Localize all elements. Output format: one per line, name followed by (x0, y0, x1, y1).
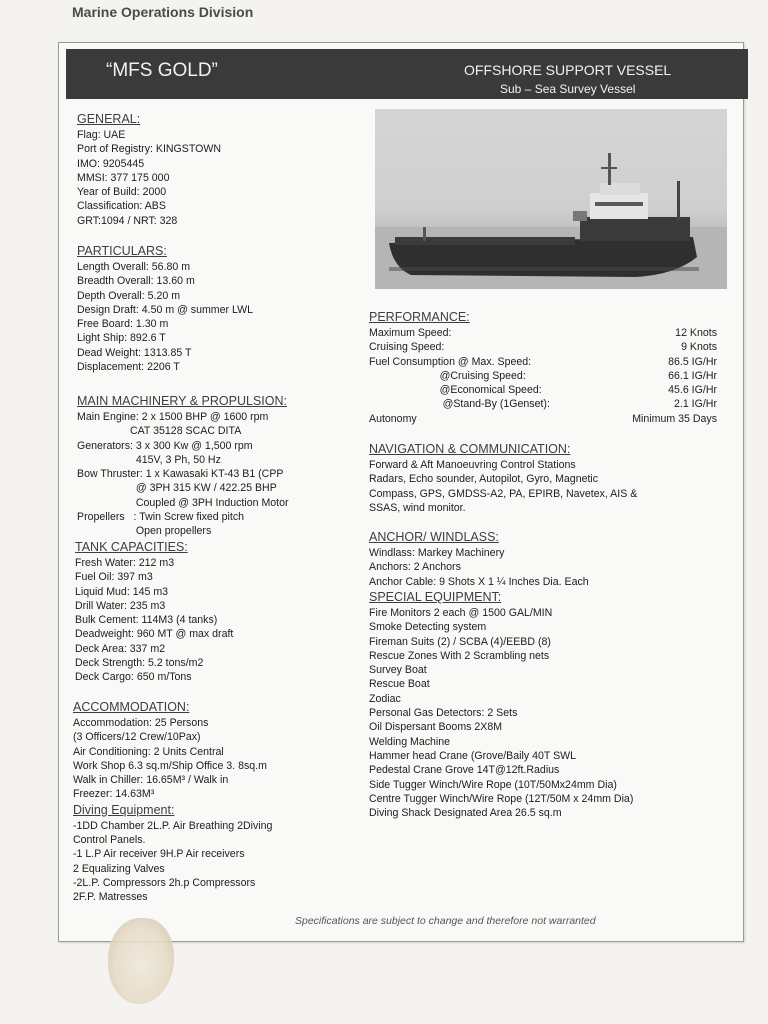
performance-row (369, 383, 717, 397)
special-line: Side Tugger Winch/Wire Rope (10T/50Mx24mm Dia) (369, 778, 617, 791)
general-line: MMSI: 377 175 000 (77, 171, 170, 184)
machinery-section (77, 393, 377, 539)
accommodation-line: Freezer: 14.63M³ (73, 788, 155, 801)
special-line: Rescue Boat (369, 678, 430, 691)
special-line: Hammer head Crane (Grove/Baily 40T SWL (369, 749, 577, 762)
special-line: Diving Shack Designated Area 26.5 sq.m (369, 807, 562, 820)
performance-row (369, 412, 717, 426)
accommodation-line: Work Shop 6.3 sq.m/Ship Office 3. 8sq.m (73, 759, 267, 772)
vessel-subtype: Sub – Sea Survey Vessel (500, 82, 636, 96)
anchor-line: Anchors: 2 Anchors (369, 561, 461, 574)
navigation-heading: NAVIGATION & COMMUNICATION: (369, 442, 571, 456)
general-heading: GENERAL: (77, 112, 141, 126)
general-line: Flag: UAE (77, 129, 126, 141)
tank-line: Deck Area: 337 m2 (75, 642, 166, 655)
performance-label: @Economical Speed: (369, 384, 542, 397)
performance-label: Maximum Speed: (369, 327, 452, 339)
accommodation-line: Air Conditioning: 2 Units Central (73, 745, 224, 758)
performance-label: @Stand-By (1Genset): (369, 398, 550, 411)
title-banner (66, 49, 748, 99)
accommodation-line: Walk in Chiller: 16.65M³ / Walk in (73, 774, 229, 787)
tank-line: Deck Cargo: 650 m/Tons (75, 671, 192, 684)
machinery-line: 415V, 3 Ph, 50 Hz (77, 453, 221, 466)
special-line: Welding Machine (369, 735, 451, 748)
paper-stain (108, 918, 174, 1004)
accommodation-line: Accommodation: 25 Persons (73, 717, 209, 729)
tank-line: Deck Strength: 5.2 tons/m2 (75, 657, 204, 670)
special-line: Fire Monitors 2 each @ 1500 GAL/MIN (369, 607, 553, 619)
particulars-line: Design Draft: 4.50 m @ summer LWL (77, 303, 253, 316)
performance-value: 9 Knots (681, 341, 717, 354)
particulars-line: Depth Overall: 5.20 m (77, 289, 181, 302)
machinery-line: Main Engine: 2 x 1500 BHP @ 1600 rpm (77, 411, 269, 423)
ship-illustration (375, 109, 727, 289)
diving-line: Control Panels. (73, 834, 146, 847)
accommodation-heading: ACCOMMODATION: (73, 700, 190, 714)
diving-line: -1DD Chamber 2L.P. Air Breathing 2Diving (73, 819, 273, 832)
diving-line: 2 Equalizing Valves (73, 862, 165, 875)
tank-line: Deadweight: 960 MT @ max draft (75, 628, 234, 641)
performance-value: 66.1 IG/Hr (668, 369, 717, 382)
particulars-line: Free Board: 1.30 m (77, 318, 169, 331)
navigation-line: Radars, Echo sounder, Autopilot, Gyro, Magnetic (369, 473, 599, 486)
tank-line: Drill Water: 235 m3 (75, 599, 166, 612)
machinery-line: Generators: 3 x 300 Kw @ 1,500 rpm (77, 439, 253, 452)
anchor-line: Anchor Cable: 9 Shots X 1 ¼ Inches Dia. Each (369, 575, 589, 588)
general-line: IMO: 9205445 (77, 157, 145, 170)
machinery-line: Bow Thruster: 1 x Kawasaki KT-43 B1 (CPP (77, 468, 284, 481)
performance-label: Fuel Consumption @ Max. Speed: (369, 355, 532, 368)
general-line: Classification: ABS (77, 200, 166, 213)
diving-line: 2F.P. Matresses (73, 891, 148, 904)
navigation-line: Forward & Aft Manoeuvring Control Stations (369, 459, 576, 471)
performance-section (369, 309, 717, 426)
performance-label: Autonomy (369, 412, 417, 425)
performance-row (369, 397, 717, 411)
machinery-line: @ 3PH 315 KW / 422.25 BHP (77, 482, 277, 495)
general-line: Year of Build: 2000 (77, 186, 167, 199)
performance-row (369, 326, 717, 340)
special-line: Pedestal Crane Grove 14T@12ft.Radius (369, 764, 560, 777)
particulars-line: Breadth Overall: 13.60 m (77, 275, 195, 288)
performance-value: Minimum 35 Days (632, 412, 717, 425)
performance-row (369, 369, 717, 383)
tank-line: Bulk Cement: 114M3 (4 tanks) (75, 614, 218, 627)
particulars-section (77, 243, 367, 374)
special-line: Rescue Zones With 2 Scrambling nets (369, 649, 550, 662)
anchor-line: Windlass: Markey Machinery (369, 547, 505, 559)
particulars-line: Length Overall: 56.80 m (77, 261, 191, 273)
diving-line: -2L.P. Compressors 2h.p Compressors (73, 876, 256, 889)
diving-line: -1 L.P Air receiver 9H.P Air receivers (73, 848, 245, 861)
vessel-type: OFFSHORE SUPPORT VESSEL (464, 62, 672, 78)
performance-value: 12 Knots (675, 327, 717, 339)
anchor-section (369, 529, 719, 589)
special-equipment-heading: SPECIAL EQUIPMENT: (369, 590, 502, 604)
performance-value: 86.5 IG/Hr (668, 355, 717, 368)
tank-capacities-heading: TANK CAPACITIES: (75, 540, 188, 554)
machinery-heading: MAIN MACHINERY & PROPULSION: (77, 394, 287, 408)
special-equipment-section (369, 589, 719, 820)
division-title: Marine Operations Division (72, 4, 254, 20)
performance-row (369, 340, 717, 354)
machinery-line: Coupled @ 3PH Induction Motor (77, 496, 289, 509)
special-line: Oil Dispersant Booms 2X8M (369, 721, 503, 734)
general-line: GRT:1094 / NRT: 328 (77, 214, 178, 227)
navigation-line: Compass, GPS, GMDSS-A2, PA, EPIRB, Navetex, AIS & (369, 487, 638, 500)
diving-equipment-heading: Diving Equipment: (73, 802, 175, 817)
vessel-photo (375, 109, 727, 289)
particulars-heading: PARTICULARS: (77, 244, 167, 258)
performance-heading: PERFORMANCE: (369, 310, 470, 324)
navigation-line: SSAS, wind monitor. (369, 501, 466, 514)
special-line: Fireman Suits (2) / SCBA (4)/EEBD (8) (369, 635, 551, 648)
tank-capacities-section (75, 539, 365, 685)
special-line: Personal Gas Detectors: 2 Sets (369, 707, 518, 720)
performance-value: 45.6 IG/Hr (668, 384, 717, 397)
general-line: Port of Registry: KINGSTOWN (77, 143, 222, 156)
tank-line: Fuel Oil: 397 m3 (75, 571, 153, 584)
tank-line: Liquid Mud: 145 m3 (75, 585, 169, 598)
anchor-heading: ANCHOR/ WINDLASS: (369, 530, 499, 544)
general-section (77, 111, 367, 228)
performance-label: @Cruising Speed: (369, 369, 526, 382)
performance-label: Cruising Speed: (369, 341, 445, 354)
performance-row (369, 355, 717, 369)
machinery-line: Open propellers (77, 525, 212, 538)
special-line: Zodiac (369, 692, 401, 705)
tank-line: Fresh Water: 212 m3 (75, 557, 175, 569)
spec-sheet (58, 42, 744, 942)
particulars-line: Light Ship: 892.6 T (77, 332, 166, 345)
navigation-section (369, 441, 719, 515)
machinery-line: Propellers : Twin Screw fixed pitch (77, 511, 245, 524)
vessel-name: “MFS GOLD” (106, 60, 218, 81)
particulars-line: Displacement: 2206 T (77, 361, 180, 374)
performance-value: 2.1 IG/Hr (674, 398, 717, 411)
accommodation-section (73, 699, 363, 905)
special-line: Centre Tugger Winch/Wire Rope (12T/50M x 24mm Dia) (369, 792, 634, 805)
machinery-line: CAT 35128 SCAC DITA (77, 425, 242, 438)
special-line: Smoke Detecting system (369, 621, 487, 634)
particulars-line: Dead Weight: 1313.85 T (77, 346, 192, 359)
special-line: Survey Boat (369, 664, 427, 677)
disclaimer-text: Specifications are subject to change and therefore not warranted (295, 915, 596, 927)
accommodation-line: (3 Officers/12 Crew/10Pax) (73, 731, 201, 744)
